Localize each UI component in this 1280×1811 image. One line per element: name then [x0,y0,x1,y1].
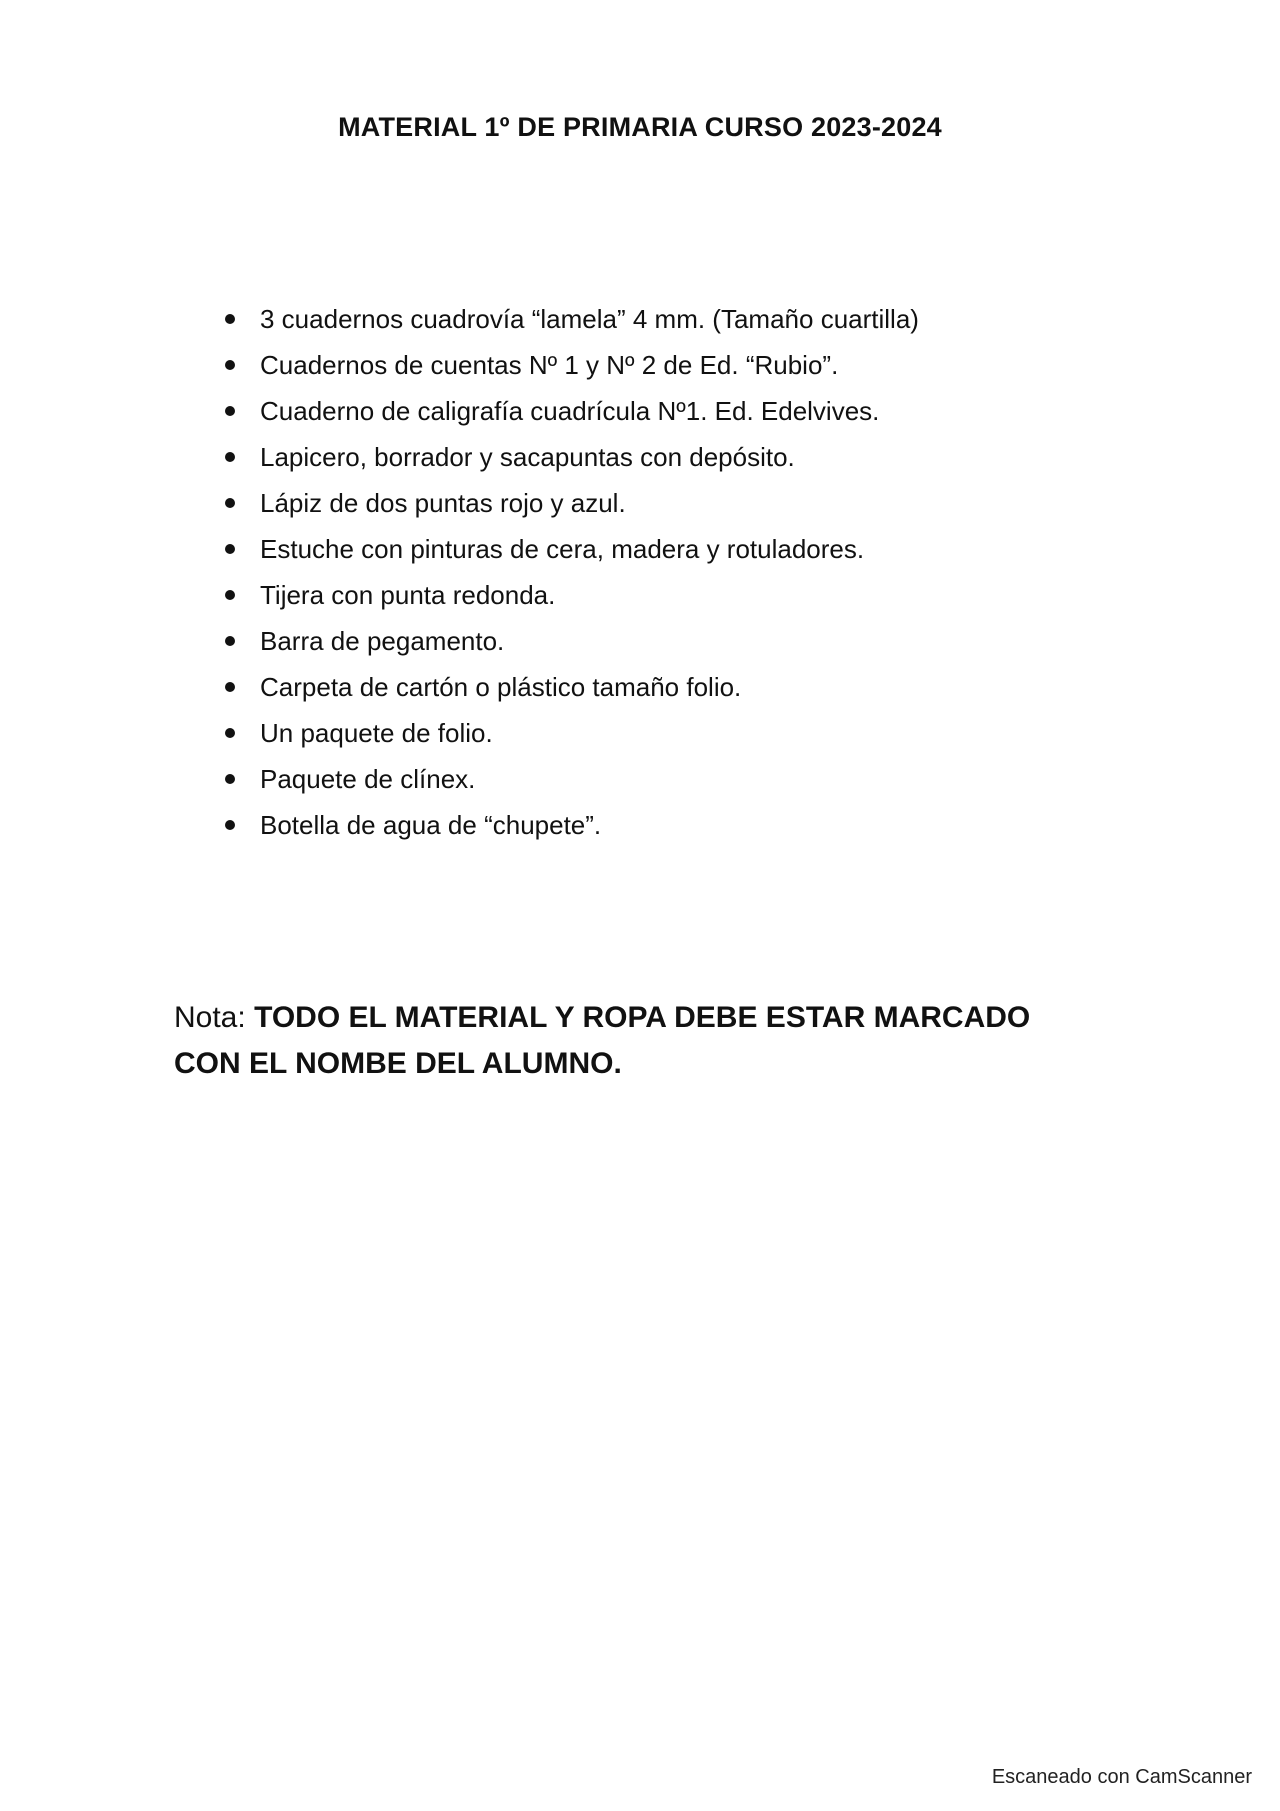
list-item-text: Paquete de clínex. [260,764,476,794]
list-item [216,578,919,624]
list-item-text: 3 cuadernos cuadrovía “lamela” 4 mm. (Tamaño cuartilla) [260,304,919,334]
list-item [216,532,919,578]
list-item [216,670,919,716]
document-title: MATERIAL 1º DE PRIMARIA CURSO 2023-2024 [338,112,942,142]
bullet-icon [225,820,235,830]
note-paragraph [174,995,1094,1087]
list-item-text: Cuaderno de caligrafía cuadrícula Nº1. Ed. Edelvives. [260,396,880,426]
list-item-text: Lapicero, borrador y sacapuntas con depósito. [260,442,795,472]
bullet-icon [225,636,235,646]
note-text: TODO EL MATERIAL Y ROPA DEBE ESTAR MARCADO CON EL NOMBE DEL ALUMNO. [174,1001,1031,1080]
bullet-icon [225,728,235,738]
bullet-icon [225,314,235,324]
list-item [216,440,919,486]
list-item [216,624,919,670]
bullet-icon [225,774,235,784]
list-item-text: Botella de agua de “chupete”. [260,810,602,840]
list-item-text: Lápiz de dos puntas rojo y azul. [260,488,626,518]
bullet-icon [225,590,235,600]
list-item [216,762,919,808]
list-item [216,394,919,440]
bullet-icon [225,360,235,370]
list-item-text: Tijera con punta redonda. [260,580,556,610]
list-item [216,302,919,348]
bullet-icon [225,544,235,554]
camscanner-watermark: Escaneado con CamScanner [991,1766,1252,1788]
bullet-icon [225,452,235,462]
list-item-text: Estuche con pinturas de cera, madera y rotuladores. [260,534,865,564]
list-item-text: Cuadernos de cuentas Nº 1 y Nº 2 de Ed. “Rubio”. [260,350,839,380]
list-item [216,486,919,532]
list-item [216,348,919,394]
list-item-text: Carpeta de cartón o plástico tamaño folio. [260,672,742,702]
list-item-text: Barra de pegamento. [260,626,505,656]
note-label: Nota: [174,1001,246,1034]
list-item-text: Un paquete de folio. [260,718,493,748]
list-item [216,716,919,762]
bullet-icon [225,682,235,692]
list-item [216,808,919,854]
bullet-icon [225,406,235,416]
bullet-icon [225,498,235,508]
materials-list [216,302,919,854]
